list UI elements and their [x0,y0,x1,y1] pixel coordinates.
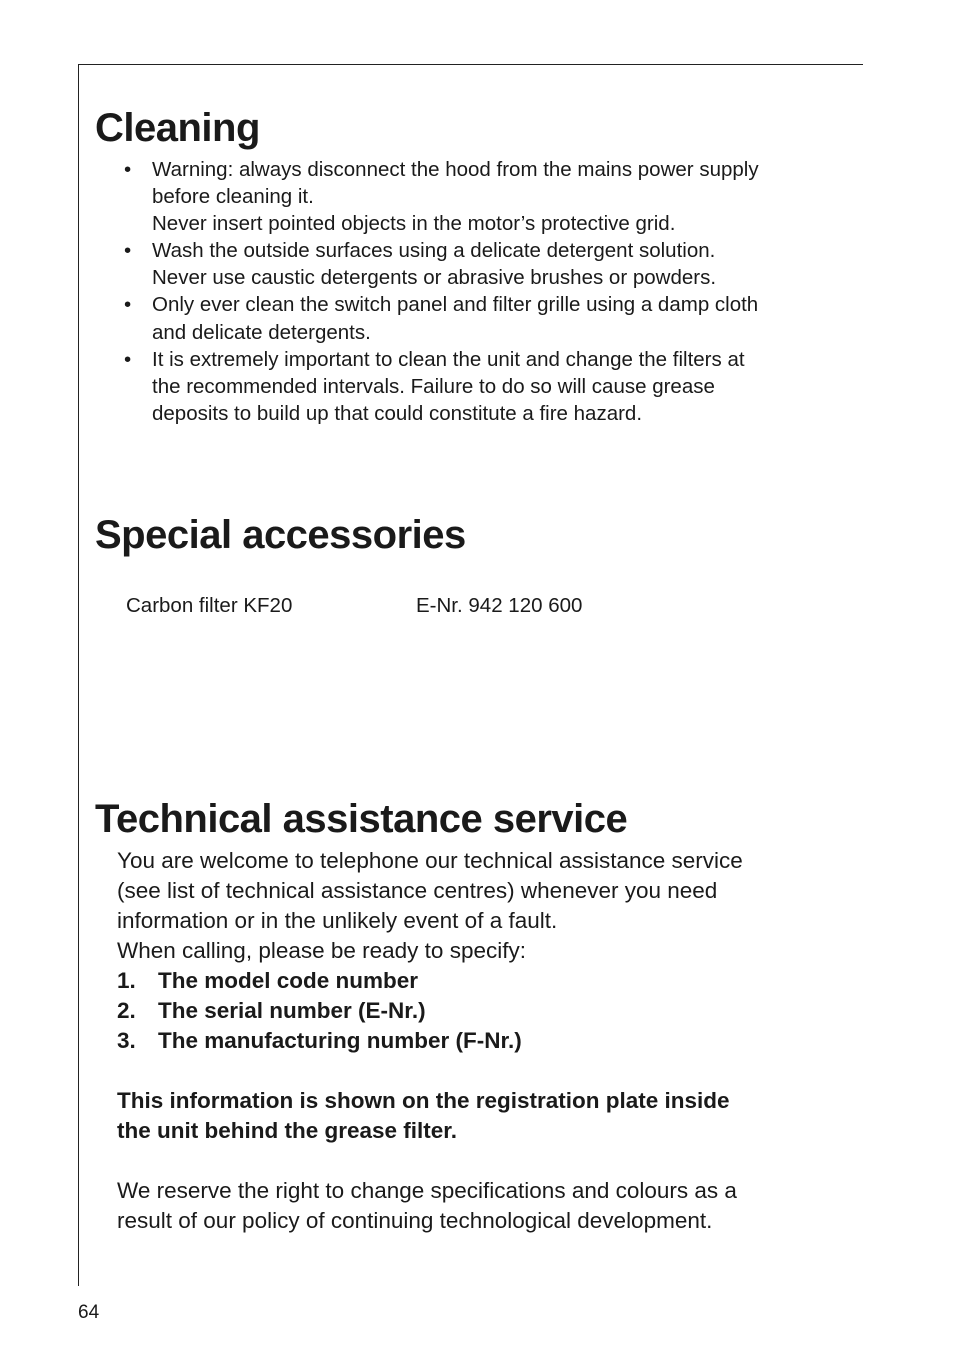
bullet-icon: • [124,158,132,181]
list-item-line: Never use caustic detergents or abrasive brushes or powders. [152,266,717,290]
reserve-line: result of our policy of continuing technological development. [117,1208,713,1233]
list-item-line: It is extremely important to clean the unit and change the filters at [152,347,745,371]
accessory-name: Carbon filter KF20 [126,594,293,617]
list-item-line: and delicate detergents. [152,320,371,344]
cleaning-list [124,156,834,427]
spacer [117,1056,837,1086]
list-item [124,291,834,345]
list-item-number: 1. [117,968,136,993]
info-line: This information is shown on the registration plate inside [117,1088,730,1113]
intro-line: You are welcome to telephone our technical assistance service [117,848,743,873]
bullet-icon: • [124,347,132,371]
intro-line: When calling, please be ready to specify: [117,938,526,963]
bullet-icon: • [124,239,132,263]
list-item [124,156,834,237]
page-number: 64 [78,1302,100,1323]
specify-list [117,966,837,1056]
list-item-number: 2. [117,998,136,1023]
accessory-part-number: E-Nr. 942 120 600 [416,594,583,617]
technical-service-heading: Technical assistance service [95,797,628,841]
list-item-line: Warning: always disconnect the hood from the mains power supply [152,158,759,181]
page-border-left [78,64,79,1286]
reserve-line: We reserve the right to change specifications and colours as a [117,1178,737,1203]
list-item [117,1026,837,1056]
cleaning-heading: Cleaning [95,106,260,150]
technical-service-body [117,846,837,1236]
info-line: the unit behind the grease filter. [117,1118,458,1143]
list-item-line: the recommended intervals. Failure to do so will cause grease [152,374,715,398]
list-item-text: The serial number (E-Nr.) [158,998,426,1023]
list-item [124,346,834,427]
spacer [117,1146,837,1176]
list-item-line: before cleaning it. [152,185,314,209]
list-item-line: Never insert pointed objects in the motor’s protective grid. [152,212,676,236]
list-item-text: The model code number [158,968,419,993]
list-item-line: Wash the outside surfaces using a delicate detergent solution. [152,239,716,263]
page-border-top [78,64,863,65]
list-item [124,237,834,291]
list-item-number: 3. [117,1028,136,1053]
special-accessories-heading: Special accessories [95,513,466,557]
list-item [117,966,837,996]
list-item-text: The manufacturing number (F-Nr.) [158,1028,522,1053]
intro-line: information or in the unlikely event of a fault. [117,908,558,933]
list-item [117,996,837,1026]
list-item-line: Only ever clean the switch panel and filter grille using a damp cloth [152,293,759,317]
bullet-icon: • [124,293,132,317]
intro-line: (see list of technical assistance centres) whenever you need [117,878,718,903]
list-item-line: deposits to build up that could constitute a fire hazard. [152,401,643,425]
